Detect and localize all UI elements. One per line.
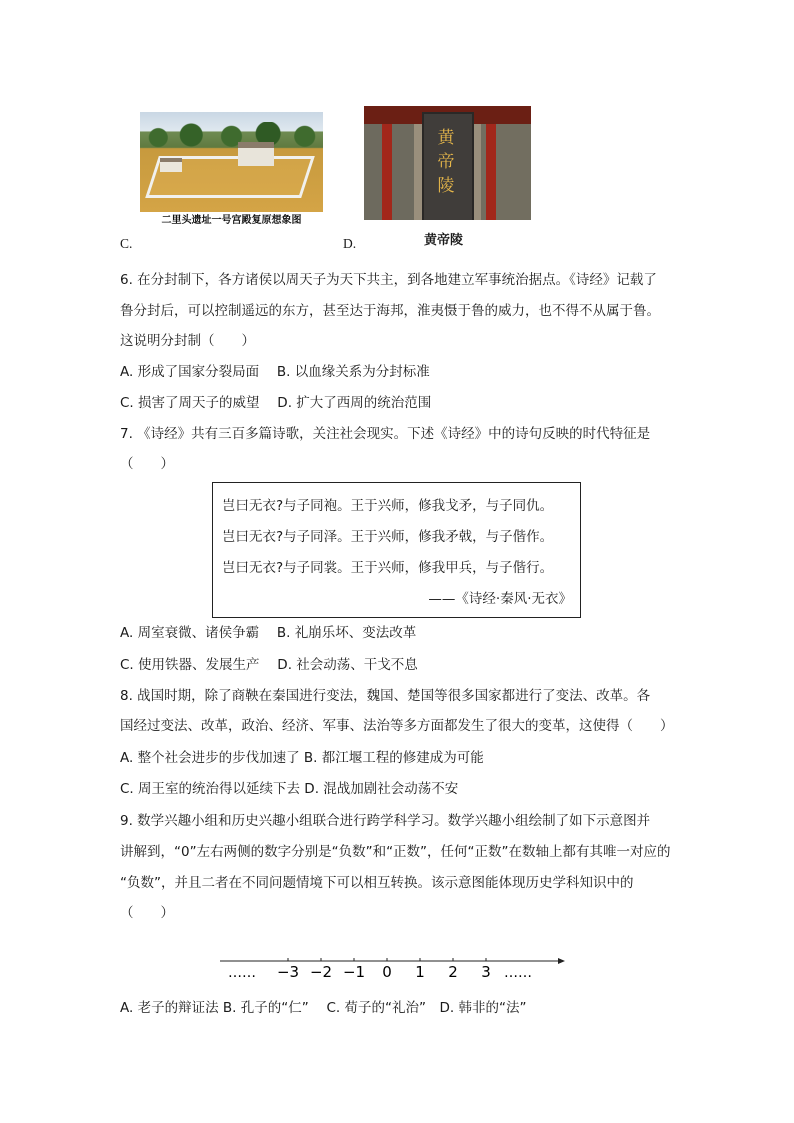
number-line-right-dots: ……: [504, 965, 532, 981]
q9-stem-line1: 9. 数学兴趣小组和历史兴趣小组联合进行跨学科学习。数学兴趣小组绘制了如下示意图并: [120, 813, 651, 829]
image-c-caption: 二里头遗址一号宫殿复原想象图: [140, 212, 323, 230]
number-line-diagram: [220, 952, 565, 984]
pillar-right: [486, 124, 496, 220]
number-line-tick-label: −2: [309, 963, 333, 981]
palace-reconstruction-image: [140, 112, 323, 230]
q6-options-ab: A. 形成了国家分裂局面 B. 以血缘关系为分封标准: [120, 364, 430, 380]
q9-stem-line4: （ ）: [120, 905, 174, 921]
number-line-tick-label: 1: [415, 963, 425, 981]
pillar-left: [382, 124, 392, 220]
q7-options-ab: A. 周室衰微、诸侯争霸 B. 礼崩乐坏、变法改革: [120, 625, 417, 641]
poem-line-1: 岂曰无衣?与子同袍。王于兴师，修我戈矛，与子同仇。: [222, 498, 554, 514]
main-hall-graphic: [238, 142, 274, 166]
poem-box: [212, 482, 581, 618]
number-line-left-dots: ……: [228, 965, 256, 981]
q6-options-cd: C. 损害了周天子的威望 D. 扩大了西周的统治范围: [120, 395, 432, 411]
gate-graphic: [160, 158, 182, 172]
q6-stem-line2: 鲁分封后，可以控制遥远的东方，甚至达于海邦，淮夷慑于鲁的威力，也不得不从属于鲁。: [120, 303, 660, 319]
q9-stem-line2: 讲解到，“0”左右两侧的数字分别是“负数”和“正数”，任何“正数”在数轴上都有其唯一对应的: [120, 844, 671, 860]
number-line-tick-label: −3: [276, 963, 300, 981]
stele-inscription: 黄 帝 陵: [437, 128, 455, 196]
q8-stem-line1: 8. 战国时期，除了商鞅在秦国进行变法，魏国、楚国等很多国家都进行了变法、改革。各: [120, 688, 651, 704]
q8-options-cd: C. 周王室的统治得以延续下去 D. 混战加剧社会动荡不安: [120, 781, 459, 797]
option-d-label: D.: [343, 236, 357, 251]
q8-options-ab: A. 整个社会进步的步伐加速了 B. 都江堰工程的修建成为可能: [120, 750, 484, 766]
q9-options: A. 老子的辩证法 B. 孔子的“仁” C. 荀子的“礼治” D. 韩非的“法”: [120, 1000, 527, 1016]
number-line-tick-label: 2: [448, 963, 458, 981]
q9-stem-line3: “负数”，并且二者在不同问题情境下可以相互转换。该示意图能体现历史学科知识中的: [120, 875, 634, 891]
poem-line-2: 岂曰无衣?与子同泽。王于兴师，修我矛戟，与子偕作。: [222, 529, 554, 545]
poem-line-3: 岂曰无衣?与子同裳。王于兴师，修我甲兵，与子偕行。: [222, 560, 554, 576]
q7-options-cd: C. 使用铁器、发展生产 D. 社会动荡、干戈不息: [120, 657, 418, 673]
number-line-tick-label: −1: [342, 963, 366, 981]
q7-stem-line1: 7. 《诗经》共有三百多篇诗歌，关注社会现实。下述《诗经》中的诗句反映的时代特征是: [120, 426, 651, 442]
q7-stem-line2: （ ）: [120, 456, 174, 472]
q6-stem-line3: 这说明分封制（ ）: [120, 333, 255, 349]
trees-graphic: [140, 122, 323, 148]
huangdi-mausoleum-image: [364, 106, 531, 220]
q6-stem-line1: 6. 在分封制下，各方诸侯以周天子为天下共主，到各地建立军事统治据点。《诗经》记载了: [120, 272, 657, 288]
option-c-label: C.: [120, 236, 133, 251]
number-line-arrow: [558, 958, 565, 964]
poem-source: ——《诗经·秦风·无衣》: [428, 591, 572, 607]
image-d-caption: 黄帝陵: [424, 233, 464, 248]
number-line-tick-label: 3: [481, 963, 491, 981]
number-line-tick-label: 0: [382, 963, 392, 981]
q8-stem-line2: 国经过变法、改革，政治、经济、军事、法治等多方面都发生了很大的变革，这使得（ ）: [120, 718, 674, 734]
